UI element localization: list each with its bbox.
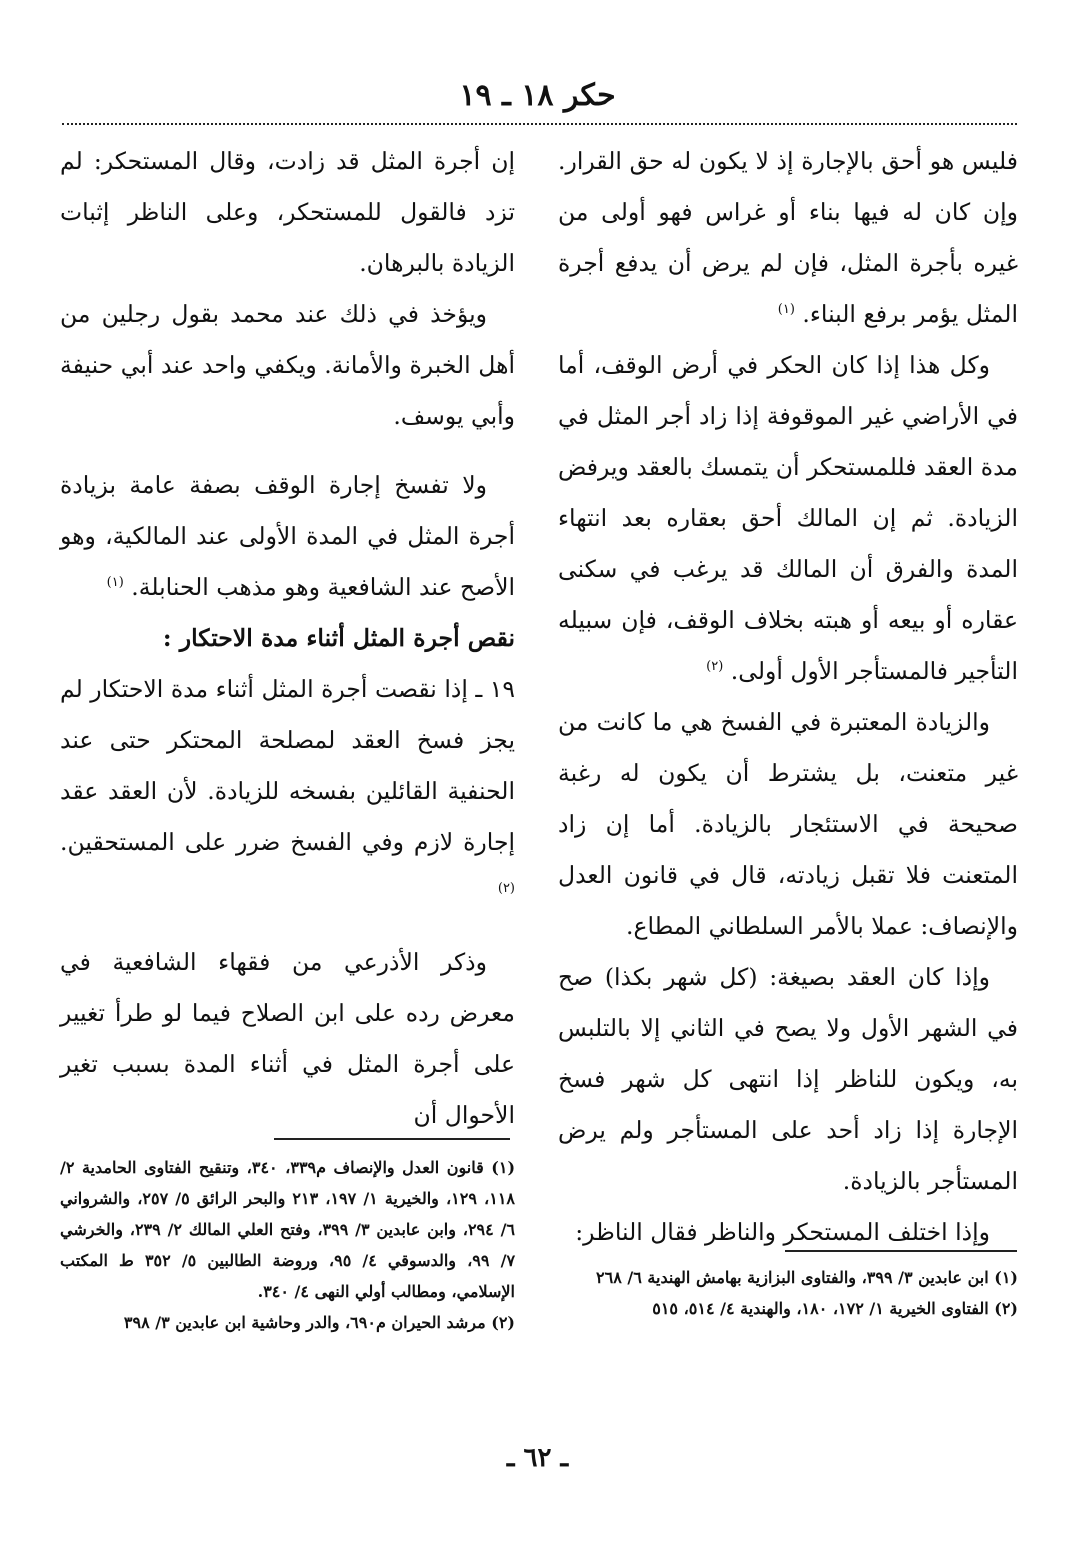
footnote-mark: (١) [106, 575, 124, 591]
numbered-paragraph: ١٩ ـ إذا نقصت أجرة المثل أثناء مدة الاحتكار لم يجز فسخ العقد لمصلحة المحتكر حتى عند الحنفية القائلين بفسخه للزيادة. لأن العقد عقد إجارة لازم وفي الفسخ ضرر على المستحقين. $^{(٢)}$ [60, 675, 515, 897]
footnote-mark: (٢) [706, 659, 724, 675]
footnote: (٢) مرشد الحيران م٦٩٠، والدر وحاشية ابن عابدين ٣/ ٣٩٨ [123, 1313, 515, 1332]
footnote-mark: (٢) [497, 881, 515, 897]
right-column [558, 136, 1018, 1258]
body-paragraph: والزيادة المعتبرة في الفسخ هي ما كانت من غير متعنت، بل يشترط أن يكون له رغبة صحيحة في الاستئجار بالزيادة. أما إن زاد المتعنت فلا تقبل زيادته، قال في قانون العدل والإنصاف: عملا بالأمر السلطاني المطاع. [558, 708, 1018, 940]
footnotes-right [558, 1262, 1018, 1324]
section-heading: نقص أجرة المثل أثناء مدة الاحتكار : [162, 624, 515, 652]
body-paragraph: ولا تفسخ إجارة الوقف بصفة عامة بزيادة أجرة المثل في المدة الأولى عند المالكية، وهو الأصح عند الشافعية وهو مذهب الحنابلة. $^{(١)}$ [60, 471, 515, 601]
footnotes-left [60, 1152, 515, 1338]
body-paragraph: وكل هذا إذا كان الحكر في أرض الوقف، أما في الأراضي غير الموقوفة إذا زاد أجر المثل في مدة العقد فللمستحكر أن يتمسك بالعقد ويرفض الزيادة. ثم إن المالك أحق بعقاره بعد انتهاء المدة والفرق أن المالك قد يرغب في سكنى عقاره أو بيعه أو هبته بخلاف الوقف، فإن سبيله التأجير فالمستأجر الأول أولى. $^{(٢)}$ [558, 351, 1018, 685]
body-paragraph: إن أجرة المثل قد زادت، وقال المستحكر: لم تزد فالقول للمستحكر، وعلى الناظر إثبات الزيادة بالبرهان. [60, 147, 515, 277]
body-paragraph: ويؤخذ في ذلك عند محمد بقول رجلين من أهل الخبرة والأمانة. ويكفي واحد عند أبي حنيفة وأبي يوسف. [60, 300, 515, 430]
footnote: (١) قانون العدل والإنصاف م٣٣٩، ٣٤٠، وتنقيح الفتاوى الحامدية ٢/ ١١٨، ١٢٩، والخيرية ١/ ١٩٧، ٢١٣ والبحر الرائق ٥/ ٢٥٧، والشرواني ٦/ ٢٩٤، وابن عابدين ٣/ ٣٩٩، وفتح العلي المالك ٢/ ٢٣٩، والخرشي ٧/ ٩٩، والدسوقي ٤/ ٩٥، وروضة الطالبين ٥/ ٣٥٢ ط المكتب الإسلامي، ومطالب أولي النهى ٤/ ٣٤٠. [60, 1158, 516, 1301]
footnote-mark: (١) [777, 302, 795, 318]
header-divider [62, 123, 1017, 125]
page-header: حكر ١٨ ـ ١٩ [459, 78, 616, 113]
left-column [60, 136, 515, 1141]
footnote: (١) ابن عابدين ٣/ ٣٩٩، والفتاوى البزازية بهامش الهندية ٦/ ٢٦٨ [596, 1268, 1018, 1287]
footnote-divider [785, 1250, 1017, 1252]
body-paragraph: وذكر الأذرعي من فقهاء الشافعية في معرض رده على ابن الصلاح فيما لو طرأ تغيير على أجرة المثل في أثناء المدة بسبب تغير الأحوال أن [60, 948, 515, 1129]
body-paragraph: وإذا اختلف المستحكر والناظر فقال الناظر: [575, 1218, 990, 1246]
footnote-divider [274, 1138, 510, 1140]
body-paragraph: وإذا كان العقد بصيغة: (كل شهر بكذا) صح في الشهر الأول ولا يصح في الثاني إلا بالتلبس به، ويكون للناظر إذا انتهى كل شهر فسخ الإجارة إذا زاد أحد على المستأجر ولم يرض المستأجر بالزيادة. [558, 963, 1018, 1195]
page-number: ـ ٦٢ ـ [506, 1443, 569, 1473]
body-paragraph: فليس هو أحق بالإجارة إذ لا يكون له حق القرار. وإن كان له فيها بناء أو غراس فهو أولى من غيره بأجرة المثل، فإن لم يرض أن يدفع أجرة المثل يؤمر برفع البناء. $^{(١)}$ [558, 147, 1018, 328]
footnote: (٢) الفتاوى الخيرية ١/ ١٧٢، ١٨٠، والهندية ٤/ ٥١٤، ٥١٥ [652, 1299, 1018, 1318]
